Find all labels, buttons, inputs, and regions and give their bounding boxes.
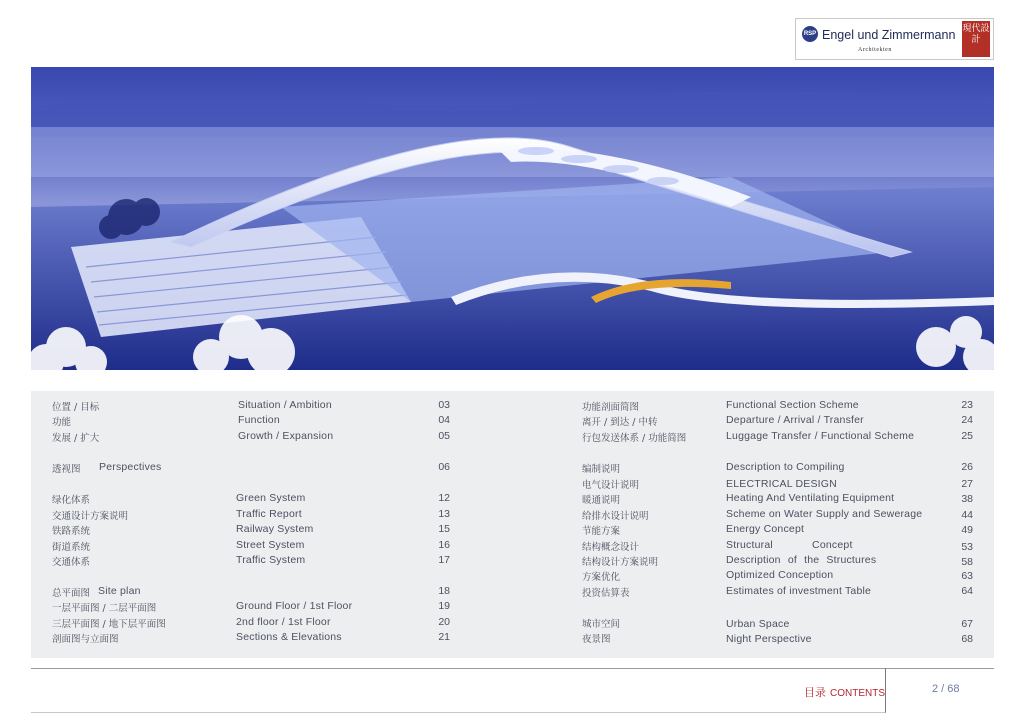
toc-right-en-9: Description of the Structures: [726, 554, 877, 566]
firm-logo: [795, 18, 994, 60]
toc-left-en-1: Function: [238, 414, 280, 426]
footer-label-en: CONTENTS: [830, 688, 885, 699]
toc-left-page-8: 17: [438, 554, 450, 566]
toc-right-cn-7: 节能方案: [582, 526, 621, 537]
toc-right-page-3: 26: [961, 461, 973, 473]
toc-left-page-11: 20: [438, 616, 450, 628]
footer-label-cn: 目录: [804, 686, 826, 699]
toc-left-cn-5: 交通设计方案说明: [52, 511, 129, 522]
toc-right-en-8: Structural Concept: [726, 539, 853, 551]
toc-right-cn-0: 功能剖面简图: [582, 402, 640, 413]
toc-right-page-2: 25: [961, 430, 973, 442]
toc-left-en-6: Railway System: [236, 523, 314, 535]
toc-right-page-8: 53: [961, 541, 973, 553]
toc-left-cn-7: 街道系统: [52, 542, 91, 553]
toc-right-cn-6: 给排水设计说明: [582, 511, 649, 522]
toc-right-page-1: 24: [961, 414, 973, 426]
toc-right-en-1: Departure / Arrival / Transfer: [726, 414, 864, 426]
toc-left-page-10: 19: [438, 600, 450, 612]
toc-left-page-0: 03: [438, 399, 450, 411]
toc-right-en-10: Optimized Conception: [726, 569, 834, 581]
toc-left-page-5: 13: [438, 508, 450, 520]
toc-right-page-10: 63: [961, 570, 973, 582]
footer-frame: [31, 668, 886, 713]
toc-right-page-6: 44: [961, 509, 973, 521]
toc-left-cn-2: 发展 / 扩大: [52, 433, 100, 444]
toc-left-en-9: Site plan: [98, 585, 141, 597]
footer-section-label: [804, 684, 885, 700]
toc-right-cn-12: 城市空间: [582, 619, 621, 630]
toc-left-en-5: Traffic Report: [236, 508, 302, 520]
toc-right-cn-3: 编制说明: [582, 464, 621, 475]
toc-right-page-13: 68: [961, 633, 973, 645]
toc-left-page-1: 04: [438, 414, 450, 426]
toc-right-en-3: Description to Compiling: [726, 461, 845, 473]
toc-left-cn-3: 透视图: [52, 464, 81, 475]
toc-right-en-6: Scheme on Water Supply and Sewerage: [726, 508, 923, 520]
page-number: 2 / 68: [932, 683, 960, 695]
toc-right-en-12: Urban Space: [726, 618, 790, 630]
station-rendering: [31, 67, 994, 370]
toc-left-cn-10: 一层平面图 / 二层平面图: [52, 603, 157, 614]
toc-right-cn-2: 行包发送体系 / 功能简图: [582, 433, 687, 444]
toc-right-page-12: 67: [961, 618, 973, 630]
firm-subtitle: Architekten: [858, 47, 892, 53]
toc-left-cn-9: 总平面图: [52, 588, 91, 599]
toc-right-en-2: Luggage Transfer / Functional Scheme: [726, 430, 915, 442]
toc-left-en-7: Street System: [236, 539, 305, 551]
toc-left-en-2: Growth / Expansion: [238, 430, 334, 442]
rsp-badge-icon: RSP: [802, 26, 818, 42]
toc-right-page-0: 23: [961, 399, 973, 411]
toc-left-cn-12: 剖面图与立面图: [52, 634, 119, 645]
toc-right-page-11: 64: [961, 585, 973, 597]
toc-right-cn-8: 结构概念设计: [582, 542, 640, 553]
toc-right-en-4: ELECTRICAL DESIGN: [726, 478, 837, 490]
toc-right-page-7: 49: [961, 524, 973, 536]
toc-left-page-12: 21: [438, 631, 450, 643]
toc-left-page-7: 16: [438, 539, 450, 551]
toc-right-page-9: 58: [961, 556, 973, 568]
toc-left-cn-1: 功能: [52, 417, 72, 428]
toc-left-cn-11: 三层平面图 / 地下层平面图: [52, 619, 166, 630]
toc-left-en-12: Sections & Elevations: [236, 631, 342, 643]
toc-left-cn-8: 交通体系: [52, 557, 91, 568]
toc-left-page-9: 18: [438, 585, 450, 597]
toc-left-page-3: 06: [438, 461, 450, 473]
toc-left-en-11: 2nd floor / 1st Floor: [236, 616, 331, 628]
toc-right-en-11: Estimates of investment Table: [726, 585, 872, 597]
seal-stamp: 現代設計: [962, 21, 990, 57]
toc-left-en-0: Situation / Ambition: [238, 399, 332, 411]
toc-right-cn-5: 暖通说明: [582, 495, 621, 506]
toc-left-cn-0: 位置 / 目标: [52, 402, 100, 413]
toc-left-en-8: Traffic System: [236, 554, 306, 566]
toc-left-page-6: 15: [438, 523, 450, 535]
toc-right-en-7: Energy Concept: [726, 523, 805, 535]
toc-left-en-3: Perspectives: [99, 461, 162, 473]
toc-right-en-0: Functional Section Scheme: [726, 399, 859, 411]
toc-right-cn-4: 电气设计说明: [582, 480, 640, 491]
toc-right-cn-13: 夜景图: [582, 634, 611, 645]
toc-left-en-4: Green System: [236, 492, 306, 504]
toc-left-en-10: Ground Floor / 1st Floor: [236, 600, 353, 612]
toc-left-page-2: 05: [438, 430, 450, 442]
toc-left-cn-4: 绿化体系: [52, 495, 91, 506]
toc-left-cn-6: 铁路系统: [52, 526, 91, 537]
toc-right-cn-11: 投资估算表: [582, 588, 630, 599]
firm-name: Engel und Zimmermann: [822, 28, 956, 42]
toc-left-page-4: 12: [438, 492, 450, 504]
hero-illustration: [31, 67, 994, 370]
toc-right-cn-1: 离开 / 到达 / 中转: [582, 417, 658, 428]
toc-right-page-5: 38: [961, 493, 973, 505]
toc-right-cn-10: 方案优化: [582, 572, 621, 583]
toc-right-cn-9: 结构设计方案说明: [582, 557, 659, 568]
toc-right-en-5: Heating And Ventilating Equipment: [726, 492, 895, 504]
toc-right-en-13: Night Perspective: [726, 633, 812, 645]
toc-right-page-4: 27: [961, 478, 973, 490]
